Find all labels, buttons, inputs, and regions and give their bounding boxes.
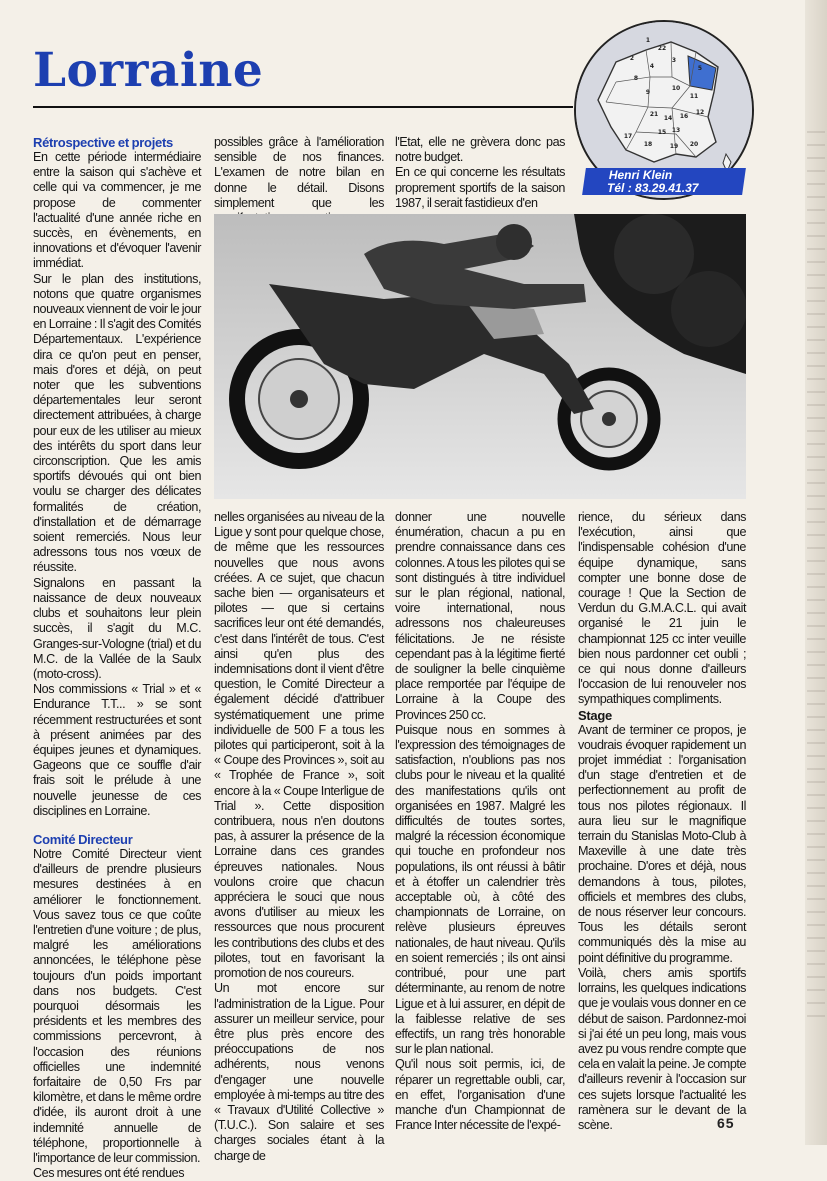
map-region-label: 20 [689,141,699,148]
page-edge [805,0,827,1145]
map-region-label: 5 [697,65,703,72]
paragraph: Avant de terminer ce propos, je voudrais évoquer rapidement un projet immédiat : l'organisation d'un stage d'entretien et de perfectionnement au profit de tous nos pilotes régionaux. Il aura lieu sur le magnifique terrain du Stanislas Moto-Club à Maxeville à une date très prochaine. D'ores et déjà, nous demandons à tous, pilotes, officiels et membres des clubs, de nous réserver leur concours. Tous les détails seront communiqués dès la mise au point définitive du programme. [578,722,746,965]
paragraph: Sur le plan des institutions, notons que quatre organismes nouveaux viennent de voir le jour en Lorraine : Il s'agit des Comités Départementaux. L'expérience dira ce qu'on peut en penser, mais d'ores et déjà, on peut noter que les subventions départementales leur seront directement attribuées, à charge pour eux de les utiliser au mieux des intérêts du sport dans leur circonscription. Que les amis sportifs dévoués qui ont bien voulu se charger des délicates formalités de création, d'installation et de démarrage soient remerciés. Nous leur adressons tous nos vœux de réussite. [33,271,201,575]
paragraph: Ces mesures ont été rendues [33,1166,185,1181]
map-region-label: 11 [689,93,699,100]
map-region-label: 19 [669,143,679,150]
helmet [496,224,532,260]
map-region-label: 9 [645,89,651,96]
paragraph: Voilà, chers amis sportifs lorrains, les quelques indications que je voulais vous donner en ce début de saison. Pardonnez-moi si j'ai été un peu long, mais vous avez pu vous rendre compte que cela en valait la peine. Je compte d'ailleurs revenir à l'occasion sur ces sujets lorsque l'actualité les ramènera sur le devant de la scène. [578,965,746,1132]
contact-tel: Tél : 83.29.41.37 [607,181,699,195]
paragraph: En ce qui concerne les résultats proprement sportifs de la saison 1987, il serait fastidieux d'en [395,165,565,210]
paragraph: nelles organisées au niveau de la Ligue y sont pour quelque chose, de même que les ressources nouvelles que nous avons créées. A ce sujet, que chacun sache bien — organisateurs et pilotes — que si certains sacrifices leur ont été demandés, c'est dans l'intérêt de tous. C'est ainsi qu'en plus des indemnisations dont il vient d'être question, le Comité Directeur a également décidé d'attribuer systématiquement une prime individuelle de 500 F a tous les pilotes qui participeront, soit à la « Coupe des Provinces », soit au « Trophée de France », soit encore à la « Coupe Interligue de Trial ». Cette disposition contribuera, nous n'en doutons pas, à assurer la présence de la Lorraine dans ces grandes épreuves nationales. Nous voulons croire que chacun appréciera le souci que nous avons d'utiliser au mieux les ressources que nous procurent les contributions des clubs et des pilotes, tout en favorisant la promotion de nos coureurs. [214,510,384,981]
column-2 [214,510,384,1164]
paragraph: possibles grâce à l'amélioration sensible de nos finances. L'examen de notre bilan en donne le détail. Disons simplement que les [214,135,384,210]
map-region-label: 12 [695,109,705,116]
paragraph: rience, du sérieux dans l'exécution, ainsi que l'indispensable cohésion d'une équipe dynamique, sans compter une bonne dose de courage ! Que la Section de Verdun du G.M.A.C.L. qui avait organisé le 21 juin le championnat 125 cc inter veuille bien nous pardonner cet oubli ; ce qui nous donne d'ailleurs l'occasion de lui renouveler nos sympathiques compliments. [578,510,746,707]
map-region-label: 13 [671,127,681,134]
title-rule [33,106,573,108]
paragraph: Puisque nous en sommes à l'expression des témoignages de satisfaction, n'oublions pas nos clubs pour le niveau et la qualité des manifestations qu'ils ont organisées en 1987. Malgré les difficultés de toutes sortes, malgré la récession économique qui touche en profondeur nos populations, ils ont réussi à bâtir et à étoffer un calendrier très acceptable où, à côté des championnats de Lorraine, on relève plusieurs épreuves nationales, de haut niveau. Qu'ils en soient remerciés ; ils ont ainsi contribué, pour une part déterminante, au renom de notre Ligue et à lui assurer, en dépit de la faiblesse relative de ses effectifs, un rang très honorable sur le plan national. [395,722,565,1057]
photo-svg [214,214,746,499]
map-region-label: 3 [671,57,677,64]
paragraph: donner une nouvelle énumération, chacun a pu en prendre connaissance dans ces colonnes. A tous les pilotes qui se sont distingués à titre individuel sur le plan régional, national, voire international, nous adressons nos chaleureuses félicitations. Je ne résiste cependant pas à la légitime fierté de souligner la belle cinquième place remportée par l'équipe de Lorraine à la Coupe des Provinces 250 cc. [395,510,565,722]
map-region-label: 17 [623,133,633,140]
paragraph: En cette période intermédiaire entre la saison qui s'achève et celle qui va commencer, je me propose de commenter l'actualité d'une année riche en succès, en évènements, en innovations et d'évoquer l'avenir immédiat. [33,150,201,271]
bleed-through [807,120,825,1020]
paragraph: Qu'il nous soit permis, ici, de réparer un regrettable oubli, car, en effet, l'organisation d'une manche d'un Championnat de France Inter nécessite de l'expé- [395,1057,565,1133]
map-region-label: 22 [657,45,667,52]
paragraph: Un mot encore sur l'administration de la Ligue. Pour assurer un meilleur service, pour être plus près encore des préoccupations de nos adhérents, nous venons d'engager une nouvelle employée à mi-temps au titre des « Travaux d'Utilité Collective » (T.U.C.). Son salaire et ses charges sociales étant à la charge de [214,981,384,1163]
heading-retrospective: Rétrospective et projets [33,135,173,150]
map-region-label: 10 [671,85,681,92]
paragraph: Notre Comité Directeur vient d'ailleurs de prendre plusieurs mesures destinées à en améliorer le fonctionnement. Vous savez tous ce que coûte l'entretien d'une voiture ; de plus, malgré les améliorations annoncées, le téléphone pèse toujours d'un poids important dans nos budgets. C'est pourquoi désormais les présidents et les membres des commissions percevront, à l'occasion des réunions officielles une indemnité forfaitaire de 0,50 Frs par kilomètre, et dans le même ordre d'idée, ils auront droit à une indemnité annuelle de téléphone, proportionnelle à l'importance de leur commission. [33,846,201,1165]
column-3 [395,510,565,1133]
motocross-photo [214,214,746,499]
paragraph: Signalons en passant la naissance de deux nouveaux clubs et souhaitons leur plein succès, il s'agit du M.C. Granges-sur-Vologne (trial) et du M.C. de la Vallée de la Saulx (moto-cross). [33,575,201,681]
map-region-label: 4 [649,63,655,70]
map-region-label: 16 [679,113,689,120]
column-4 [578,510,746,1133]
page-number: 65 [717,1115,735,1131]
contact-banner [582,168,746,195]
map-region-label: 18 [643,141,653,148]
map-region-label: 21 [649,111,659,118]
column-1 [33,135,201,1181]
heading-stage: Stage [578,707,612,723]
map-region-label: 2 [629,55,635,62]
column-2-top [214,135,384,226]
column-3-top [395,135,565,211]
map-region-label: 14 [663,115,673,122]
contact-name: Henri Klein [608,168,673,182]
page-title: Lorraine [33,43,264,98]
paragraph: Nos commissions « Trial » et « Endurance T.T... » se sont récemment restructurées et sont à présent animées par des équipes jeunes et dynamiques. Gageons que ce souffle d'air frais soit le prélude à une nouvelle jeunesse de ces disciplines en Lorraine. [33,682,201,818]
paragraph: l'Etat, elle ne grèvera donc pas notre budget. [395,135,565,165]
heading-comite: Comité Directeur [33,831,133,847]
map-region-label: 8 [633,75,639,82]
map-region-label: 1 [645,37,651,44]
map-region-label: 15 [657,129,667,136]
